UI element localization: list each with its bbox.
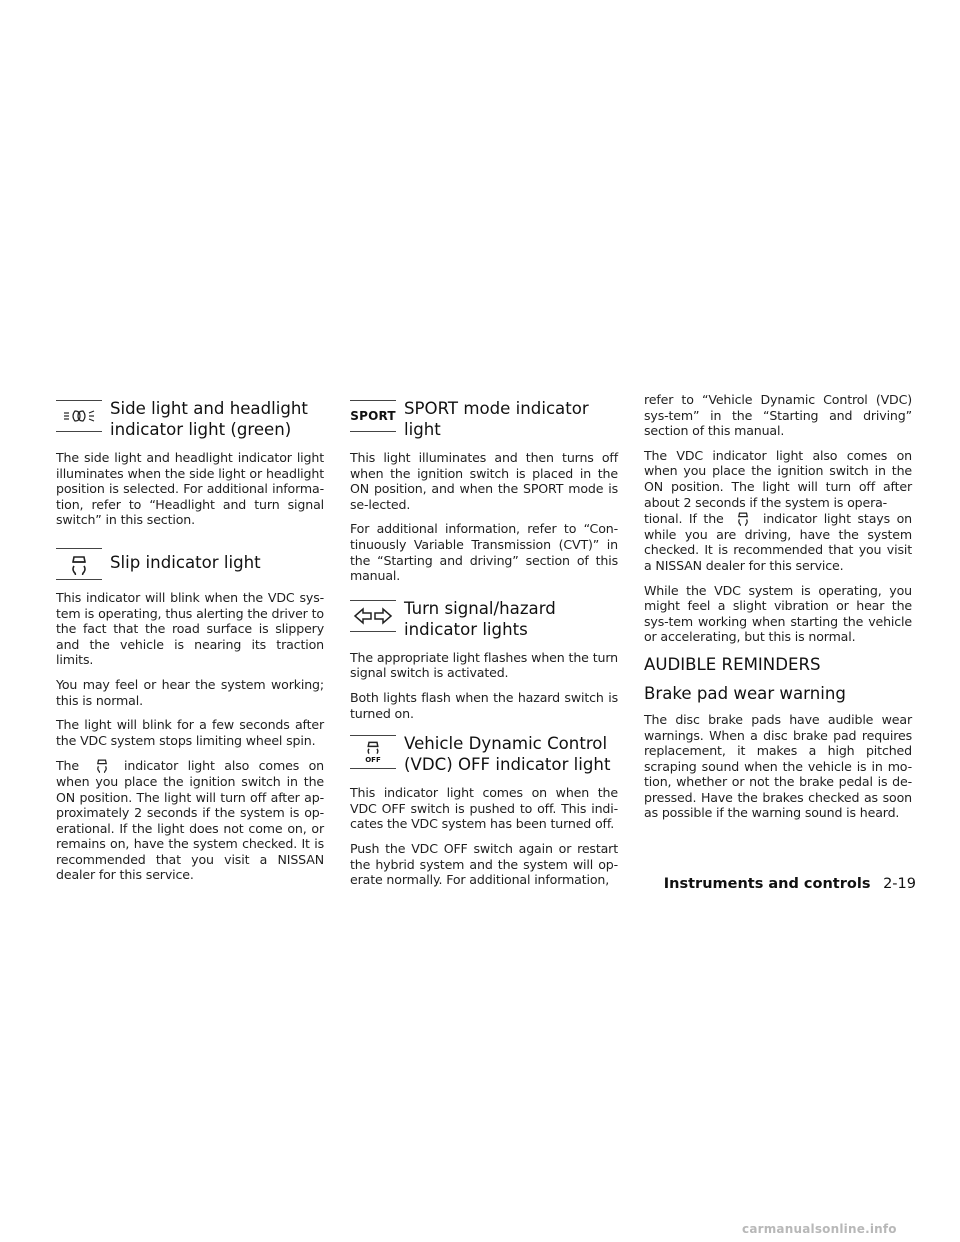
paragraph: The disc brake pads have audible wear warnings. When a disc brake pad requires replacement, it makes a high pitched scraping sound when the vehicle is in mo-tion, whether or not the brake pedal is de-pressed. Have the brakes checked as soon as possible if the warning sound is heard.	[644, 711, 912, 821]
section-header-sport	[350, 398, 618, 440]
vdc-off-icon	[350, 735, 396, 769]
section-header-turn-signal	[350, 598, 618, 640]
heading-audible-reminders: AUDIBLE REMINDERS	[644, 654, 821, 674]
paragraph: This indicator light comes on when the VDC OFF switch is pushed to off. This indi-cates the VDC system has been turned off.	[350, 785, 618, 832]
paragraph: The appropriate light flashes when the turn signal switch is activated.	[350, 649, 618, 681]
paragraph: The light will blink for a few seconds after the VDC system stops limiting wheel spin.	[56, 717, 324, 748]
paragraph: You may feel or hear the system working; this is normal.	[56, 676, 324, 708]
section-title: Slip indicator light	[110, 552, 261, 572]
chapter-title: Instruments and controls	[663, 876, 871, 892]
text-fragment: indicator light stays on while you are driving, have the system checked. It is recommended that you visit a NISSAN dealer for this service.	[644, 511, 913, 573]
watermark: carmanualsonline.info	[742, 1222, 897, 1236]
title-line-1: SPORT mode indicator	[404, 399, 589, 418]
slip-indicator-icon	[56, 548, 102, 580]
paragraph: The VDC indicator light also comes on when you place the ignition switch in the ON position. The light will turn off after about 2 seconds if the system is opera-	[644, 447, 912, 510]
section-title	[404, 398, 589, 440]
page-footer	[664, 876, 916, 892]
title-line-2: light	[404, 420, 441, 439]
column-1	[56, 398, 324, 892]
title-line-2: indicator light (green)	[110, 420, 292, 439]
title-line-2: indicator lights	[404, 619, 528, 639]
side-light-headlight-icon	[56, 400, 102, 432]
section-title	[404, 598, 556, 640]
section-title	[110, 398, 308, 440]
title-line-1: Turn signal/hazard	[404, 598, 556, 618]
heading-brake-pad-wear: Brake pad wear warning	[644, 683, 846, 703]
text-fragment: The	[56, 758, 79, 774]
paragraph: The side light and headlight indicator light illuminates when the side light or headlight position is selected. For additional informa-tion, refer to “Headlight and turn signal switch” in this section.	[56, 450, 324, 528]
section-header-side-light	[56, 398, 324, 440]
page-number: 2-19	[883, 876, 916, 892]
column-3	[644, 392, 912, 830]
section-header-vdc-off	[350, 733, 618, 775]
paragraph	[644, 510, 912, 573]
turn-signal-hazard-icon	[350, 600, 396, 632]
paragraph: While the VDC system is operating, you might feel a slight vibration or hear the sys-tem working when starting the vehicle or accelerating, but this is normal.	[644, 582, 912, 645]
text-fragment: indicator light also comes on when you place the ignition switch in the ON position. The light will turn off after ap-proximately 2 seconds if the system is op-erational. If the light does not come on, or remains on, have the system checked. It is recommended that you visit a NISSAN dealer for this service.	[56, 758, 325, 883]
paragraph: This indicator will blink when the VDC sys-tem is operating, thus alerting the driver to the fact that the road surface is slippery and the vehicle is nearing its traction limits.	[56, 589, 324, 668]
title-line-2: (VDC) OFF indicator light	[404, 755, 611, 775]
slip-indicator-icon	[730, 510, 756, 526]
paragraph: refer to “Vehicle Dynamic Control (VDC) sys-tem” in the “Starting and driving” section of this manual.	[644, 392, 912, 439]
paragraph	[56, 757, 324, 883]
section-title	[404, 733, 610, 775]
text-fragment: tional. If the	[644, 511, 724, 527]
paragraph: For additional information, refer to “Con-tinuously Variable Transmission (CVT)” in the “Starting and driving” section of this manual.	[350, 521, 618, 584]
title-line-1: Side light and headlight	[110, 399, 308, 418]
sport-icon-label: SPORT	[350, 409, 396, 423]
paragraph: Push the VDC OFF switch again or restart the hybrid system and the system will op-erate normally. For additional information,	[350, 840, 618, 888]
section-header-slip	[56, 546, 324, 580]
title-line-1: Vehicle Dynamic Control	[404, 734, 608, 754]
sport-mode-icon	[350, 400, 396, 432]
paragraph: This light illuminates and then turns off when the ignition switch is placed in the ON position, and when the SPORT mode is se-lected.	[350, 450, 618, 512]
paragraph: Both lights flash when the hazard switch is turned on.	[350, 689, 618, 721]
slip-indicator-icon	[89, 757, 115, 773]
vdc-off-icon-label: OFF	[365, 756, 381, 765]
column-2	[350, 398, 618, 897]
